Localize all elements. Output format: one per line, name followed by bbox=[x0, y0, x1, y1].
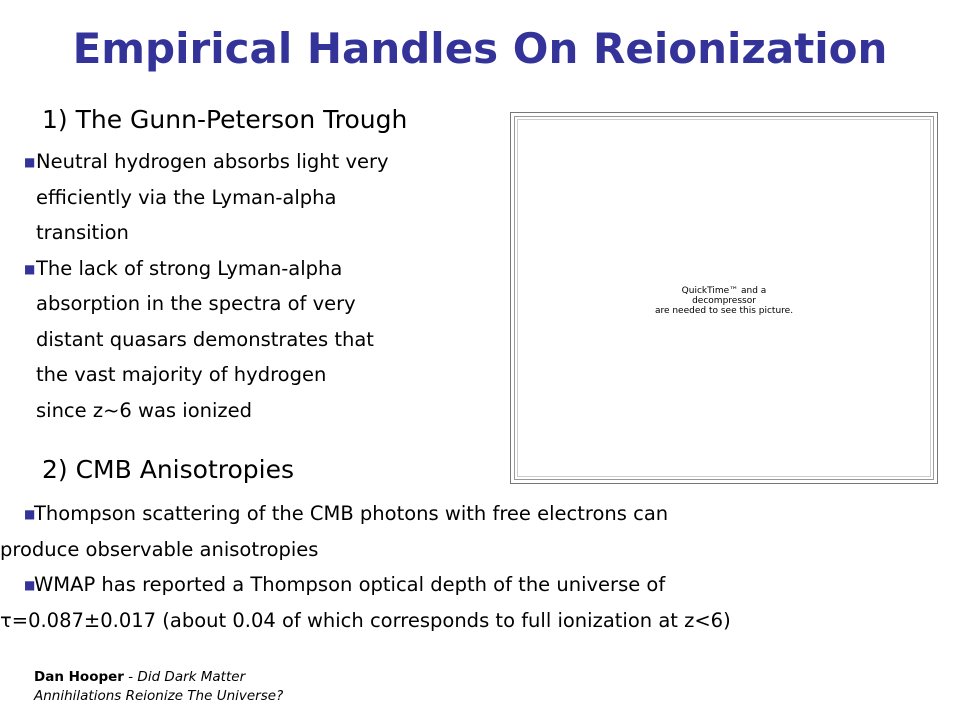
bullet-line: ■WMAP has reported a Thompson optical depth of the universe of bbox=[0, 567, 731, 603]
bullet-line: since z~6 was ionized bbox=[36, 398, 253, 422]
section2-bullets bbox=[0, 496, 731, 638]
section1-bullets bbox=[24, 144, 389, 428]
bullet-line: ■The lack of strong Lyman-alpha bbox=[24, 251, 389, 287]
slide-title: Empirical Handles On Reionization bbox=[72, 24, 888, 73]
bullet-line: distant quasars demonstrates that bbox=[36, 327, 374, 351]
section2-heading: 2) CMB Anisotropies bbox=[42, 455, 294, 484]
image-placeholder-message: QuickTime™ and a decompressor are needed to see this picture. bbox=[654, 286, 794, 316]
talk-title: Did Dark Matter bbox=[137, 669, 246, 685]
talk-title-line2: Annihilations Reionize The Universe? bbox=[34, 688, 284, 704]
bullet-line: absorption in the spectra of very bbox=[36, 292, 356, 315]
bullet-line: ■Neutral hydrogen absorbs light very bbox=[24, 144, 389, 180]
section1-heading: 1) The Gunn-Peterson Trough bbox=[42, 105, 408, 134]
square-bullet-icon: ■ bbox=[24, 155, 36, 169]
author-name: Dan Hooper bbox=[34, 669, 124, 685]
bullet-line: ■Thompson scattering of the CMB photons with free electrons can bbox=[0, 496, 731, 532]
bullet-line: produce observable anisotropies bbox=[0, 537, 319, 561]
footer: Dan Hooper - Did Dark Matter Annihilations Reionize The Universe? bbox=[34, 669, 284, 704]
square-bullet-icon: ■ bbox=[24, 578, 36, 592]
square-bullet-icon: ■ bbox=[24, 261, 36, 276]
image-placeholder bbox=[510, 112, 938, 484]
bullet-line: efficiently via the Lyman-alpha bbox=[36, 185, 337, 209]
bullet-line: τ=0.087±0.017 (about 0.04 of which corresponds to full ionization at z<6) bbox=[0, 608, 731, 632]
bullet-line: transition bbox=[36, 221, 129, 244]
square-bullet-icon: ■ bbox=[24, 507, 36, 521]
bullet-line: the vast majority of hydrogen bbox=[36, 363, 327, 386]
